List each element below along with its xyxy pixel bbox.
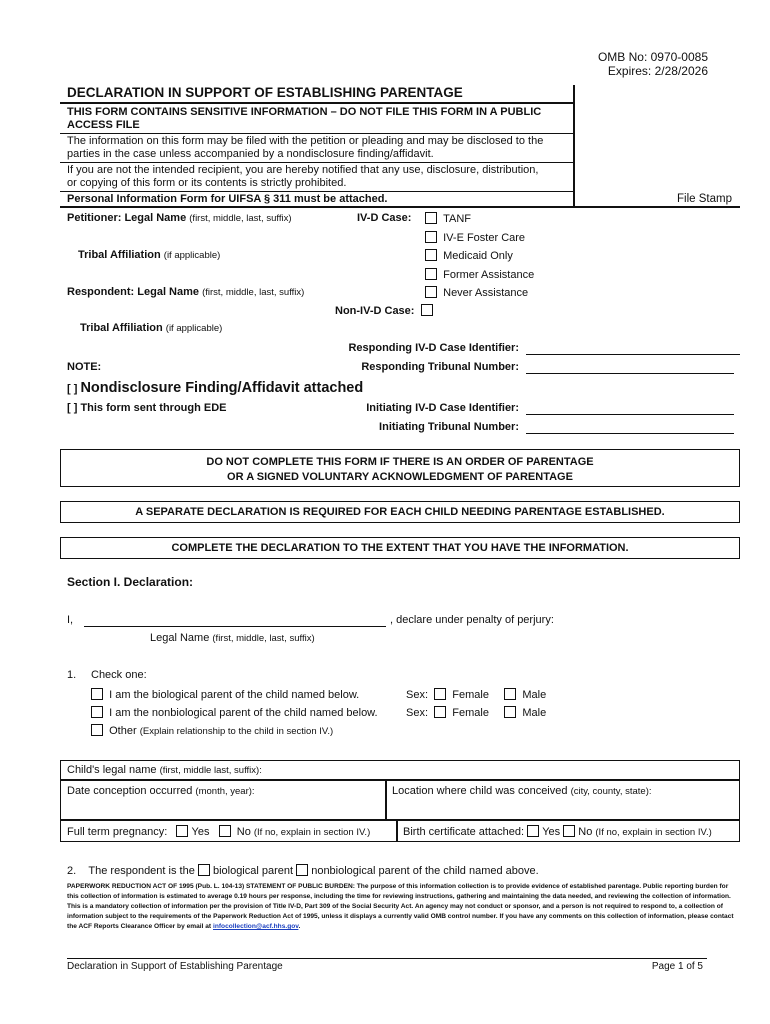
sex-label: Sex: [406,707,429,719]
respondent-name-field[interactable] [67,286,304,298]
note-label: NOTE: [67,361,102,373]
order-warning-line2: OR A SIGNED VOLUNTARY ACKNOWLEDGMENT OF PARENTAGE [227,471,573,483]
order-warning-box [60,449,740,487]
birth-cert-yes-checkbox[interactable] [527,825,539,837]
disclosure-info-line1: The information on this form may be filed with the petition or pleading and may be disclosed to the [67,135,544,147]
separate-declaration-box: A SEPARATE DECLARATION IS REQUIRED FOR EACH CHILD NEEDING PARENTAGE ESTABLISHED. [60,501,740,523]
file-stamp-label: File Stamp [677,193,732,205]
male-checkbox-1[interactable] [504,688,516,700]
conception-date-field[interactable] [67,785,255,797]
child-name-field[interactable] [67,764,262,776]
paperwork-reduction-statement [67,882,735,932]
conception-location-label: Location where child was conceived [392,785,568,797]
birth-cert-yes-label: Yes [542,826,561,838]
birth-cert-no-hint: (If no, explain in section IV.) [595,827,712,838]
responding-id-label: Responding IV-D Case Identifier: [348,342,519,354]
respondent-tribal-hint: (if applicable) [165,323,223,334]
clearance-email-link[interactable]: infocollection@acf.hhs.gov [212,923,299,930]
biological-parent-option[interactable] [91,688,359,701]
order-warning-line1: DO NOT COMPLETE THIS FORM IF THERE IS AN ORDER OF PARENTAGE [206,456,594,468]
non-ivd-checkbox[interactable] [421,304,433,316]
respondent-hint: (first, middle, last, suffix) [202,287,305,298]
child-name-hint: (first, middle last, suffix): [159,765,262,776]
child-name-label: Child's legal name [67,764,157,776]
female-label-2: Female [452,707,489,719]
biological-label: I am the biological parent of the child named below. [109,689,360,701]
responding-tribunal-label: Responding Tribunal Number: [361,361,519,373]
respondent-tribal-field[interactable] [80,322,222,334]
q1-label: Check one: [91,669,147,681]
case-option-medicaid[interactable] [425,249,513,262]
birth-cert-label: Birth certificate attached: [403,826,525,838]
paperwork-text: PAPERWORK REDUCTION ACT OF 1995 (Pub. L. 104-13) STATEMENT OF PUBLIC BURDEN: The purpose of this information collection is to provide evidence of established parentage. Public reporting burden for this collection of information is estimated to average 0.19 hours per response, including the time for reviewing instructions, gathering and maintaining the data needed, and reviewing the collection of information. This is a mandatory collection of information per the provision of Title IV-D, Part 309 of the Social Security Act. An agency may not conduct or sponsor, and a person is not required to respond to, a collection of information subject to the requirements of the Paperwork Reduction Act of 1995, unless it displays a currently valid OMB control number. If you have any comments on this collection of information, please contact the ACF Reports Clearance Officer by email at [67,883,734,930]
medicaid-label: Medicaid Only [443,250,513,262]
case-option-tanf[interactable] [425,212,471,225]
declarant-i: I, [67,614,74,626]
nondisclosure-label: Nondisclosure Finding/Affidavit attached [80,380,364,396]
full-term-no-label: No [236,826,251,838]
female-checkbox-1[interactable] [434,688,446,700]
respondent-tribal-label: Tribal Affiliation [80,322,163,334]
footer-divider [67,958,707,959]
initiating-tribunal-label: Initiating Tribunal Number: [379,421,519,433]
full-term-yes-checkbox[interactable] [176,825,188,837]
sex-row-1 [406,688,546,701]
other-hint: (Explain relationship to the child in section IV.) [139,726,334,737]
initiating-tribunal-field[interactable] [526,421,734,434]
petitioner-tribal-field[interactable] [78,249,220,261]
respondent-biological-checkbox[interactable] [198,864,210,876]
petitioner-name-field[interactable] [67,212,292,224]
perjury-statement: , declare under penalty of perjury: [390,614,554,626]
case-option-foster-care[interactable] [425,231,525,244]
sensitive-warning-line2: ACCESS FILE [67,119,140,131]
birth-cert-no-checkbox[interactable] [563,825,575,837]
q1-number: 1. [67,669,77,681]
petitioner-tribal-label: Tribal Affiliation [78,249,161,261]
recipient-notice-line2: or copying of this form or its contents is strictly prohibited. [67,177,347,189]
nondisclosure-bracket[interactable]: [ ] [67,383,78,395]
tanf-checkbox[interactable] [425,212,437,224]
initiating-id-label: Initiating IV-D Case Identifier: [366,402,519,414]
recipient-notice-line1: If you are not the intended recipient, you are hereby notified that any use, disclosure, distribution, [67,164,539,176]
birth-cert-no-label: No [578,826,593,838]
full-term-yes-label: Yes [191,826,210,838]
male-checkbox-2[interactable] [504,706,516,718]
q2-text: The respondent is the [88,865,195,877]
q2-number: 2. [67,865,77,877]
former-assistance-checkbox[interactable] [425,268,437,280]
female-label-1: Female [452,689,489,701]
never-assistance-label: Never Assistance [443,287,529,299]
male-label-2: Male [522,707,547,719]
petitioner-tribal-hint: (if applicable) [163,250,221,261]
legal-name-hint: (first, middle, last, suffix) [212,633,315,644]
birth-cert-row [403,825,712,838]
section-1-heading: Section I. Declaration: [67,575,194,589]
case-option-never-assistance[interactable] [425,286,528,299]
full-term-row [67,825,370,838]
uifsa-notice: Personal Information Form for UIFSA § 311 must be attached. [67,193,388,205]
sex-row-2 [406,706,546,719]
non-ivd-label: Non-IV-D Case: [335,305,415,317]
full-term-no-checkbox[interactable] [219,825,231,837]
declarant-name-caption [150,632,315,644]
footer-page-number: Page 1 of 5 [651,961,703,972]
conception-location-hint: (city, county, state): [570,786,652,797]
ede-option[interactable]: [ ] This form sent through EDE [67,402,227,414]
never-assistance-checkbox[interactable] [425,286,437,298]
conception-date-hint: (month, year): [195,786,255,797]
petitioner-label: Petitioner: Legal Name [67,212,187,224]
nonbiological-checkbox[interactable] [91,706,103,718]
file-stamp-divider [573,85,575,207]
foster-care-label: IV-E Foster Care [443,232,526,244]
extent-info-box: COMPLETE THE DECLARATION TO THE EXTENT THAT YOU HAVE THE INFORMATION. [60,537,740,559]
q2-row [67,864,539,877]
other-label: Other [109,725,137,737]
responding-id-field[interactable] [526,342,740,355]
tanf-label: TANF [443,213,472,225]
footer-form-name: Declaration in Support of Establishing Parentage [67,961,283,972]
conception-location-field[interactable] [392,785,652,797]
paperwork-end: . [298,923,301,930]
petitioner-hint: (first, middle, last, suffix) [189,213,292,224]
male-label-1: Male [522,689,547,701]
nonbiological-parent-option[interactable] [91,706,378,719]
form-title: DECLARATION IN SUPPORT OF ESTABLISHING PARENTAGE [67,85,463,100]
nondisclosure-row[interactable] [67,380,363,396]
full-term-label: Full term pregnancy: [67,826,168,838]
nonbiological-label: I am the nonbiological parent of the child named below. [109,707,378,719]
legal-name-label: Legal Name [150,632,210,644]
respondent-biological-label: biological parent [212,865,294,877]
respondent-nonbiological-label: nonbiological parent of the child named above. [311,865,539,877]
respondent-nonbiological-checkbox[interactable] [296,864,308,876]
former-assistance-label: Former Assistance [443,269,535,281]
initiating-id-field[interactable] [526,402,734,415]
case-option-former-assistance[interactable] [425,268,534,281]
ivd-case-label: IV-D Case: [357,212,412,224]
medicaid-checkbox[interactable] [425,249,437,261]
full-term-no-hint: (If no, explain in section IV.) [253,827,371,838]
respondent-label: Respondent: Legal Name [67,286,200,298]
omb-number: OMB No: 0970-0085 [597,50,708,64]
sex-label: Sex: [406,689,429,701]
other-relationship-option[interactable] [91,724,333,737]
female-checkbox-2[interactable] [434,706,446,718]
responding-tribunal-field[interactable] [526,361,734,374]
other-checkbox[interactable] [91,724,103,736]
biological-checkbox[interactable] [91,688,103,700]
conception-date-label: Date conception occurred [67,785,193,797]
sensitive-warning-line1: THIS FORM CONTAINS SENSITIVE INFORMATION – DO NOT FILE THIS FORM IN A PUBLIC [67,106,542,118]
expiration-date: Expires: 2/28/2026 [607,64,708,78]
declarant-name-field[interactable] [84,614,386,627]
non-ivd-case-field[interactable] [335,304,433,317]
disclosure-info-line2: parties in the case unless accompanied by a nondisclosure finding/affidavit. [67,148,434,160]
foster-care-checkbox[interactable] [425,231,437,243]
